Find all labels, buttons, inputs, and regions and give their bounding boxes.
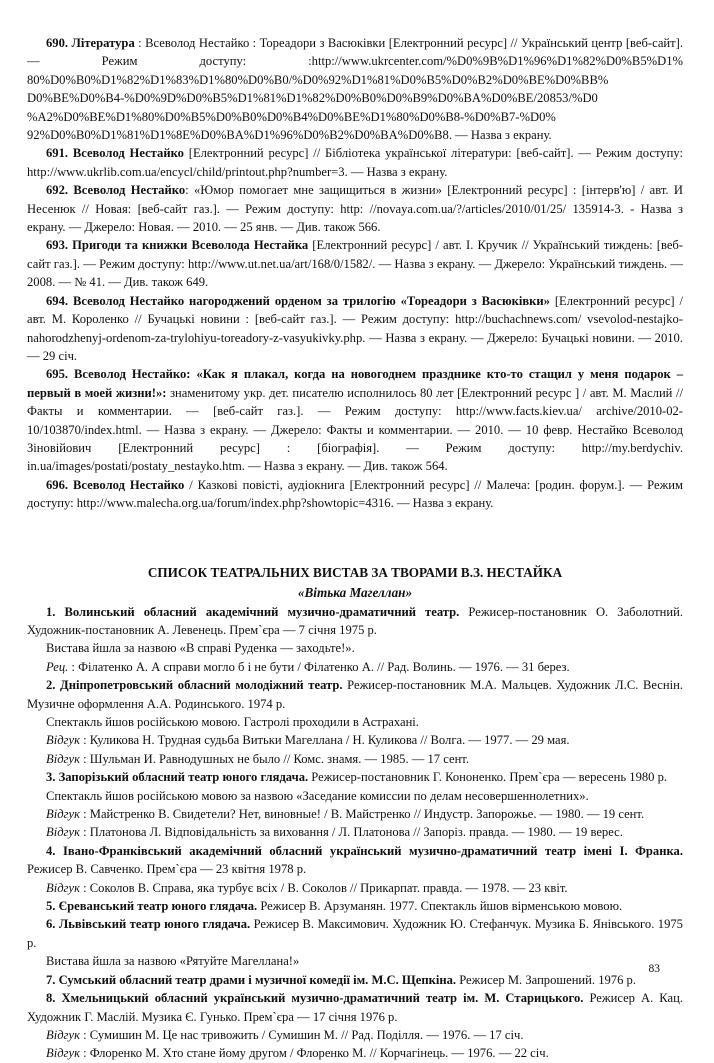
review-text: : Флоренко М. Хто стане йому другом / Флоренко М. // Корчагінець. — 1976. — 22 січ. (79, 1046, 549, 1061)
review-line (27, 1026, 683, 1044)
theatre-entry-6 (27, 915, 683, 952)
entry-text: знаменитому укр. дет. писателю исполнилось 80 лет [Електронний ресурс ] / авт. М. Маслий // Факты и комментарии. — [веб-сайт газ.]. — Режим доступу: http://www.facts.kiev.ua/ archive/2010-02-10/103870/index.html. — Назва з екрану. — Джерело: Факты и комментарии. — 2010. — 10 февр. Нестайко Всеволод Зіновійович [Електронний ресурс] : [біографія]. — Режим доступу: http://my.berdychiv. in.ua/images/postati/postaty_nestayko.htm. — Назва з екрану. — Див. також 564. (27, 385, 683, 474)
theatre-details: Режисер В. Савченко. Прем`єра — 23 квітня 1978 р. (27, 862, 307, 877)
theatre-name: 6. Львівський театр юного глядача. (46, 917, 251, 932)
review-label: Відгук (46, 751, 80, 766)
theatre-entry-8 (27, 989, 683, 1026)
theatre-details: Режисер-постановник М.А. Мальцев. Художник Л.С. Веснін. Музичне оформлення А.А. Родинського. 1974 р. (27, 678, 684, 711)
theatre-name: 1. Волинський обласний академічний музично-драматичний театр. (46, 604, 460, 619)
entry-text: [Електронний ресурс] / авт. М. Короленко // Бучацькі новини : [веб-сайт газ.]. — Режим доступу: http://buchachnews.com/ vsevolod-nestajko-nahorodzhenyj-ordenom-za-trylohiyu-toreadory-z-vasyukivky.php. — Назва з екрану. — Джерело: Бучацькі новини. — 2010. — 29 січ. (27, 293, 683, 363)
review-text: : Філатенко А. А справи могло б і не бути / Філатенко А. // Рад. Волинь. — 1976. — 31 берез. (68, 659, 570, 674)
review-label: Відгук (46, 733, 80, 748)
entry-number: 692. (46, 183, 69, 198)
bibliography-entry-696 (27, 476, 683, 513)
bibliography-entry-690 (27, 34, 683, 144)
theatre-name: 2. Дніпропетровський обласний молодіжний театр. (46, 678, 343, 693)
theatre-details: Режисер-постановник Г. Кононенко. Прем`єра — вересень 1980 р. (308, 770, 668, 785)
theatre-entry-2 (27, 676, 683, 713)
entry-title: Всеволод Нестайко: «Как я плакал, когда на новогоднем празднике кто-то стащил у меня подарок – первый в моей жизни!»: (27, 367, 683, 400)
entry-text: [Електронний ресурс] // Бібліотека української літератури: [веб-сайт]. — Режим доступу: http://www.ukrlib.com.ua/encycl/child/printout.php?number=3. — Назва з екрану. (27, 146, 683, 179)
theatre-entry-7 (27, 971, 683, 989)
review-line (27, 823, 683, 841)
review-text: : Платонова Л. Відповідальність за виховання / Л. Платонова // Запоріз. правда. — 1980. — 19 верес. (79, 825, 623, 840)
entry-title: Література (71, 36, 135, 50)
entry-title: Пригоди та книжки Всеволода Нестайка (72, 238, 309, 253)
bibliography-entry-691 (27, 144, 683, 181)
entry-number: 695. (46, 367, 69, 382)
theatre-name: 8. Хмельницький обласний український музично-драматичний театр ім. М. Старицького. (46, 991, 584, 1006)
entry-number: 696. (46, 477, 69, 492)
review-label: Відгук (46, 825, 80, 840)
theatre-note: Вистава йшла за назвою «Рятуйте Магеллана!» (46, 954, 300, 969)
review-line (27, 731, 683, 749)
bibliography-entry-693 (27, 236, 683, 291)
entry-text: [Електронний ресурс] / авт. І. Кручик // Український тиждень: [веб-сайт газ.]. — Режим доступу: http://www.ut.net.ua/art/168/0/1582/. — Назва з екрану. — Джерело: Український тиждень. — 2008. — № 41. — Див. також 649. (27, 238, 684, 290)
section-heading: СПИСОК ТЕАТРАЛЬНИХ ВИСТАВ ЗА ТВОРАМИ В.З. НЕСТАЙКА (147, 564, 563, 580)
review-line (27, 879, 683, 897)
entry-title: Всеволод Нестайко (72, 146, 184, 161)
review-line (27, 658, 683, 676)
review-label: Відгук (46, 807, 80, 822)
theatre-name: 5. Єреванський театр юного глядача. (46, 899, 258, 914)
section-subheading: «Вітька Магеллан» (297, 584, 413, 600)
entry-text: : «Юмор помогает мне защищиться в жизни» [Електронний ресурс] : [інтерв'ю] / авт. И Несенюк // Новая: [веб-сайт газ.]. — Режим доступу: http: //novaya.com.ua/?/articles/2010/01/25/ 135914-3. - Назва з екрану. — Джерело: Новая. — 2010. — 25 янв. — Див. також 566. (27, 183, 683, 235)
theatre-entry-3 (27, 768, 683, 786)
entry-title: Всеволод Нестайко (72, 477, 185, 492)
review-text: : Куликова Н. Трудная судьба Витьки Магеллана / Н. Куликова // Волга. — 1977. — 29 мая. (79, 733, 570, 748)
theatre-name: 3. Запорізький обласний театр юного глядача. (46, 770, 309, 785)
theatre-details: Режисер В. Арзуманян. 1977. Спектакль йшов вірменською мовою. (257, 899, 623, 914)
bibliography-entry-692 (27, 181, 683, 236)
entry-title: Всеволод Нестайко нагороджений орденом за трилогію «Тореадори з Васюківки» (72, 293, 550, 308)
theatre-note: Спектакль йшов російською мовою за назвою «Заседание комиссии по делам несовершеннолетних». (46, 788, 589, 803)
review-label: Відгук (46, 1046, 80, 1061)
bibliography-entry-695 (27, 365, 683, 475)
review-line (27, 805, 683, 823)
entry-text: / Казкові повісті, аудіокнига [Електронний ресурс] // Малеча: [родин. форум.]. — Режим доступу: http://www.malecha.org.ua/forum/index.php?showtopic=4316. — Назва з екрану. (27, 477, 684, 511)
review-line (27, 750, 683, 768)
theatre-entry-5 (27, 897, 683, 915)
entry-title: Всеволод Нестайко (73, 183, 186, 198)
theatre-details: Режисер М. Запрошений. 1976 р. (456, 972, 636, 987)
theatre-note: Спектакль йшов російською мовою. Гастролі проходили в Астрахані. (46, 715, 419, 729)
review-text: : Майстренко В. Свидетели? Нет, виновные! / В. Майстренко // Индустр. Запорожье. — 1980. — 19 сент. (79, 807, 645, 822)
review-text: : Сумишин М. Це нас тривожить / Сумишин М. // Рад. Поділля. — 1976. — 17 січ. (79, 1027, 524, 1042)
entry-number: 691. (46, 146, 69, 161)
entry-number: 693. (46, 238, 69, 253)
review-label: Відгук (46, 1027, 80, 1042)
review-text: : Соколов В. Справа, яка турбує всіх / В. Соколов // Прикарпат. правда. — 1978. — 23 квіт. (79, 880, 568, 895)
review-line (27, 1044, 683, 1062)
theatre-entry-4 (27, 842, 683, 879)
bibliography-entry-694 (27, 292, 683, 366)
theatre-details: Режисер-постановник О. Заболотний. Художник-постановник А. Левенець. Прем`єра — 7 січня 1975 р. (27, 604, 683, 637)
review-label: Відгук (46, 880, 80, 895)
theatre-name: 7. Сумський обласний театр драми і музичної комедії ім. М.С. Щепкіна. (46, 972, 457, 987)
theatre-note: Вистава йшла за назвою «В справі Руденка — заходьте!». (46, 641, 355, 656)
theatre-entry-1 (27, 603, 683, 640)
review-text: : Шульман И. Равнодушных не было // Комс. знамя. — 1985. — 17 сент. (79, 751, 470, 766)
theatre-name: 4. Івано-Франківський академічний обласний український музично-драматичний театр імені І. Франка. (46, 843, 683, 858)
section-spacer (27, 513, 683, 563)
theatre-details: Режисер В. Максимович. Художник Ю. Стефанчук. Музика Б. Янівського. 1975 р. (27, 917, 683, 950)
theatre-details: Режисер А. Кац. Художник Г. Маслій. Музика Є. Гунько. Прем`єра — 17 січня 1976 р. (27, 991, 684, 1024)
document-page (27, 34, 683, 1063)
entry-text: : Всеволод Нестайко : Тореадори з Васюківки [Електронний ресурс] // Український центр [веб-сайт]. — Режим доступу: :http://www.ukrcenter.com/%D0%9B%D1%96%D1%82%D0%B5%D1% 80%D0%B0%D1%82%D1%83%D1%80%D0%B0/%D0%92%D1%81%D0%B5%D0%B2%D0%BE%D0%BB% D0%BE%D0%B4-%D0%9D%D0%B5%D1%81%D1%82%D0%B0%D0%B9%D0%BA%D0%BE/20853/%D0 %A2%D0%BE%D1%80%D0%B5%D0%B0%D0%B4%D0%BE%D1%80%D0%B8-%D0%B7-%D0% 92%D0%B0%D1%81%D1%8E%D0%BA%D1%96%D0%B2%D0%BA%D0%B8. — Назва з екрану. (27, 36, 683, 143)
entry-number: 694. (46, 293, 69, 308)
review-label: Рец. (46, 659, 69, 674)
page-number: 83 (648, 963, 660, 975)
entry-number: 690. (46, 36, 69, 50)
